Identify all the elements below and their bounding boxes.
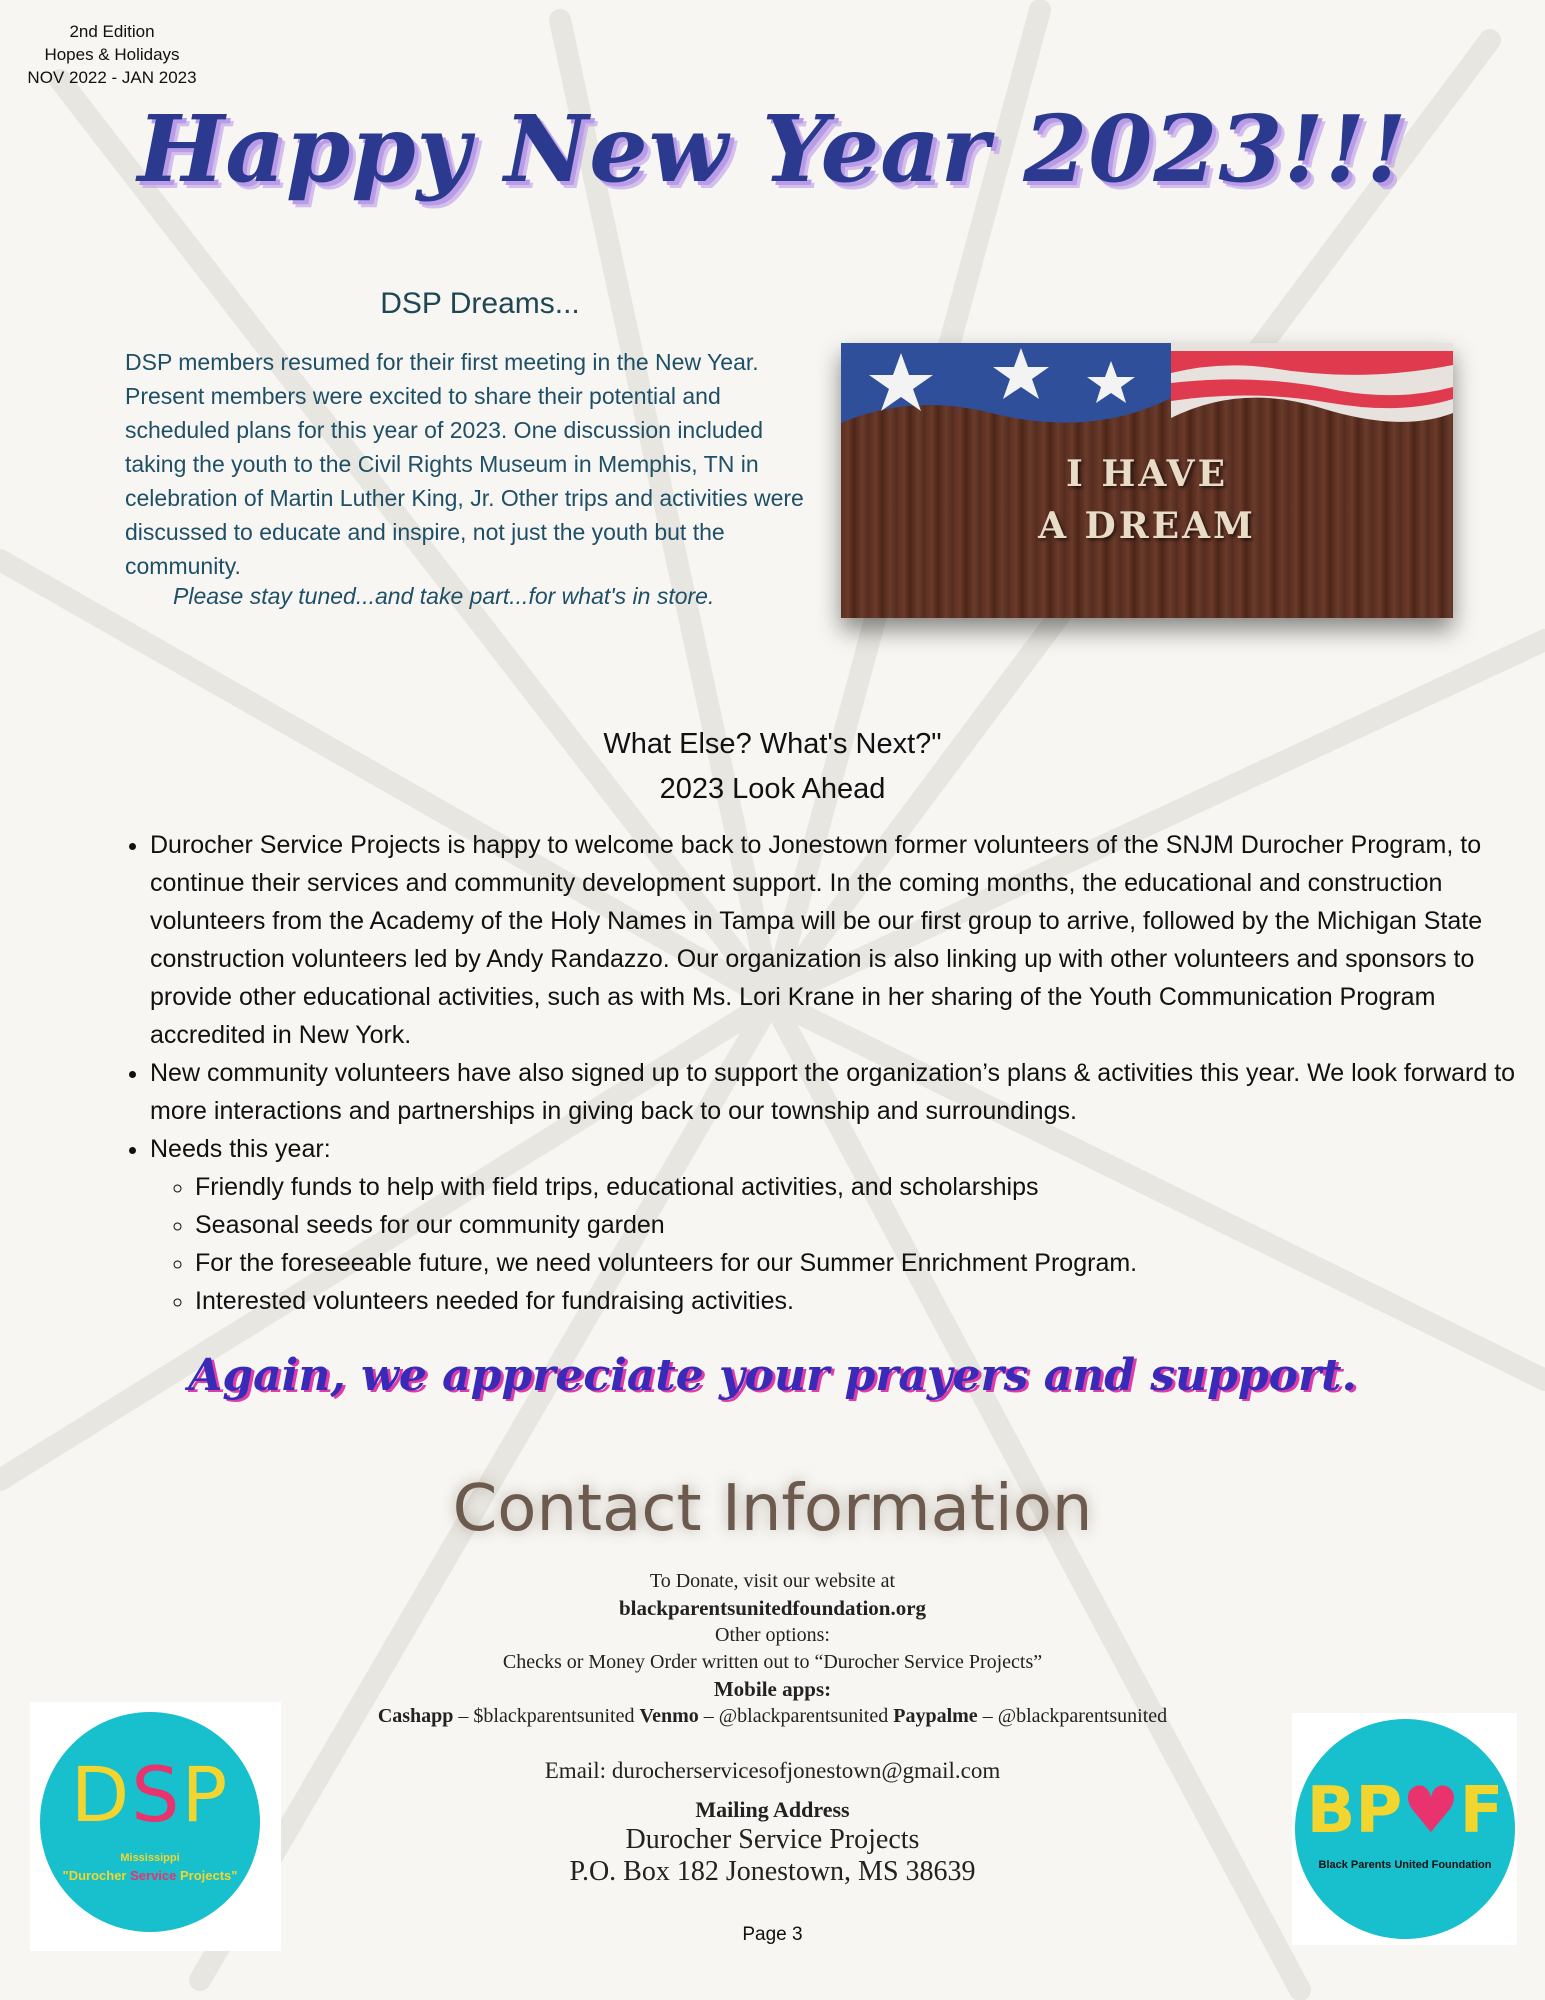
appreciation-message: Again, we appreciate your prayers and support.: [188, 1350, 1357, 1401]
venmo-label: Venmo: [639, 1705, 699, 1727]
mobile-apps-label: Mobile apps:: [713, 1677, 832, 1701]
dsp-logo-box: [30, 1702, 281, 1951]
list-item: • New community volunteers have also signed up to support the organization’s plans & activities this year. We look forward to more interactions and partnerships in giving back to our township and surroundings.: [150, 1054, 1525, 1130]
venmo-handle: – @blackparentsunited: [698, 1705, 894, 1727]
mailing-label: Mailing Address: [695, 1797, 850, 1822]
contact-title: Contact Information: [452, 1472, 1093, 1546]
edition-info: [22, 20, 202, 89]
paypal-label: Paypalme: [893, 1705, 978, 1727]
needs-label: Needs this year:: [150, 1135, 331, 1163]
list-item: ◦ Friendly funds to help with field trips, educational activities, and scholarships: [195, 1168, 1525, 1206]
needs-list: [150, 1168, 1525, 1320]
look-ahead-heading-line1: What Else? What's Next?": [603, 728, 942, 760]
dsp-logo-state: Mississippi: [120, 1852, 180, 1864]
bpuf-logo-name: Black Parents United Foundation: [1318, 1859, 1492, 1871]
look-ahead-list: [115, 826, 1525, 1320]
dsp-letter: D: [70, 1750, 132, 1839]
page-title: Happy New Year 2023!!!: [137, 95, 1408, 203]
dsp-dreams-closing: Please stay tuned...and take part...for what's in store.: [173, 583, 715, 609]
list-item: ◦ Interested volunteers needed for fundraising activities.: [195, 1282, 1525, 1320]
donate-intro: To Donate, visit our website at: [649, 1570, 896, 1592]
checks-info: Checks or Money Order written out to “Durocher Service Projects”: [502, 1651, 1043, 1673]
bpuf-logo-letters: BP♥F: [1306, 1774, 1504, 1848]
dsp-dreams-heading: DSP Dreams...: [380, 287, 580, 320]
list-item: • Durocher Service Projects is happy to welcome back to Jonestown former volunteers of the SNJM Durocher Program, to continue their services and community development support. In the coming months, the educational and construction volunteers from the Academy of the Holy Names in Tampa will be our first group to arrive, followed by the Michigan State construction volunteers led by Andy Randazzo. Our organization is also linking up with other volunteers and sponsors to provide other educational activities, such as with Ms. Lori Krane in her sharing of the Youth Communication Program accredited in New York.: [150, 826, 1525, 1054]
mailing-name: Durocher Service Projects: [625, 1824, 920, 1855]
edition-theme: Hopes & Holidays: [44, 45, 180, 64]
dream-caption: I HAVE A DREAM: [1038, 453, 1256, 547]
cashapp-label: Cashapp: [377, 1705, 454, 1727]
flag-graphic: [841, 343, 1453, 463]
edition-number: 2nd Edition: [69, 22, 155, 41]
edition-dates: NOV 2022 - JAN 2023: [27, 68, 197, 87]
i-have-a-dream-photo: [841, 343, 1453, 618]
list-item: ◦ For the foreseeable future, we need volunteers for our Summer Enrichment Program.: [195, 1244, 1525, 1282]
bpuf-logo: [1295, 1719, 1515, 1939]
dsp-letter: P: [181, 1750, 230, 1839]
page-number: Page 3: [742, 1924, 803, 1945]
heart-icon: ♥: [1402, 1774, 1460, 1848]
dsp-logo: [40, 1712, 260, 1932]
dsp-logo-name: "Durocher Service Projects": [62, 1868, 238, 1883]
look-ahead-heading: [0, 722, 1545, 812]
dsp-logo-letters: [40, 1750, 260, 1839]
list-item: ◦ Seasonal seeds for our community garden: [195, 1206, 1525, 1244]
mailing-address: P.O. Box 182 Jonestown, MS 38639: [569, 1856, 976, 1887]
list-item: [150, 1130, 1525, 1320]
bpuf-logo-box: [1292, 1713, 1517, 1945]
email-address[interactable]: Email: durocherservicesofjonestown@gmail.com: [544, 1758, 1001, 1783]
website-link[interactable]: blackparentsunitedfoundation.org: [618, 1596, 927, 1620]
paypal-handle: – @blackparentsunited: [977, 1705, 1168, 1727]
dsp-dreams-body: DSP members resumed for their first meeting in the New Year. Present members were excited to share their potential and scheduled plans for this year of 2023. One discussion included taking the youth to the Civil Rights Museum in Memphis, TN in celebration of Martin Luther King, Jr. Other trips and activities were discussed to educate and inspire, not just the youth but the community.: [125, 349, 804, 579]
dsp-letter: S: [131, 1750, 182, 1839]
other-options-label: Other options:: [715, 1624, 830, 1646]
cashapp-handle: – $blackparentsunited: [453, 1705, 640, 1727]
look-ahead-heading-line2: 2023 Look Ahead: [659, 773, 886, 805]
